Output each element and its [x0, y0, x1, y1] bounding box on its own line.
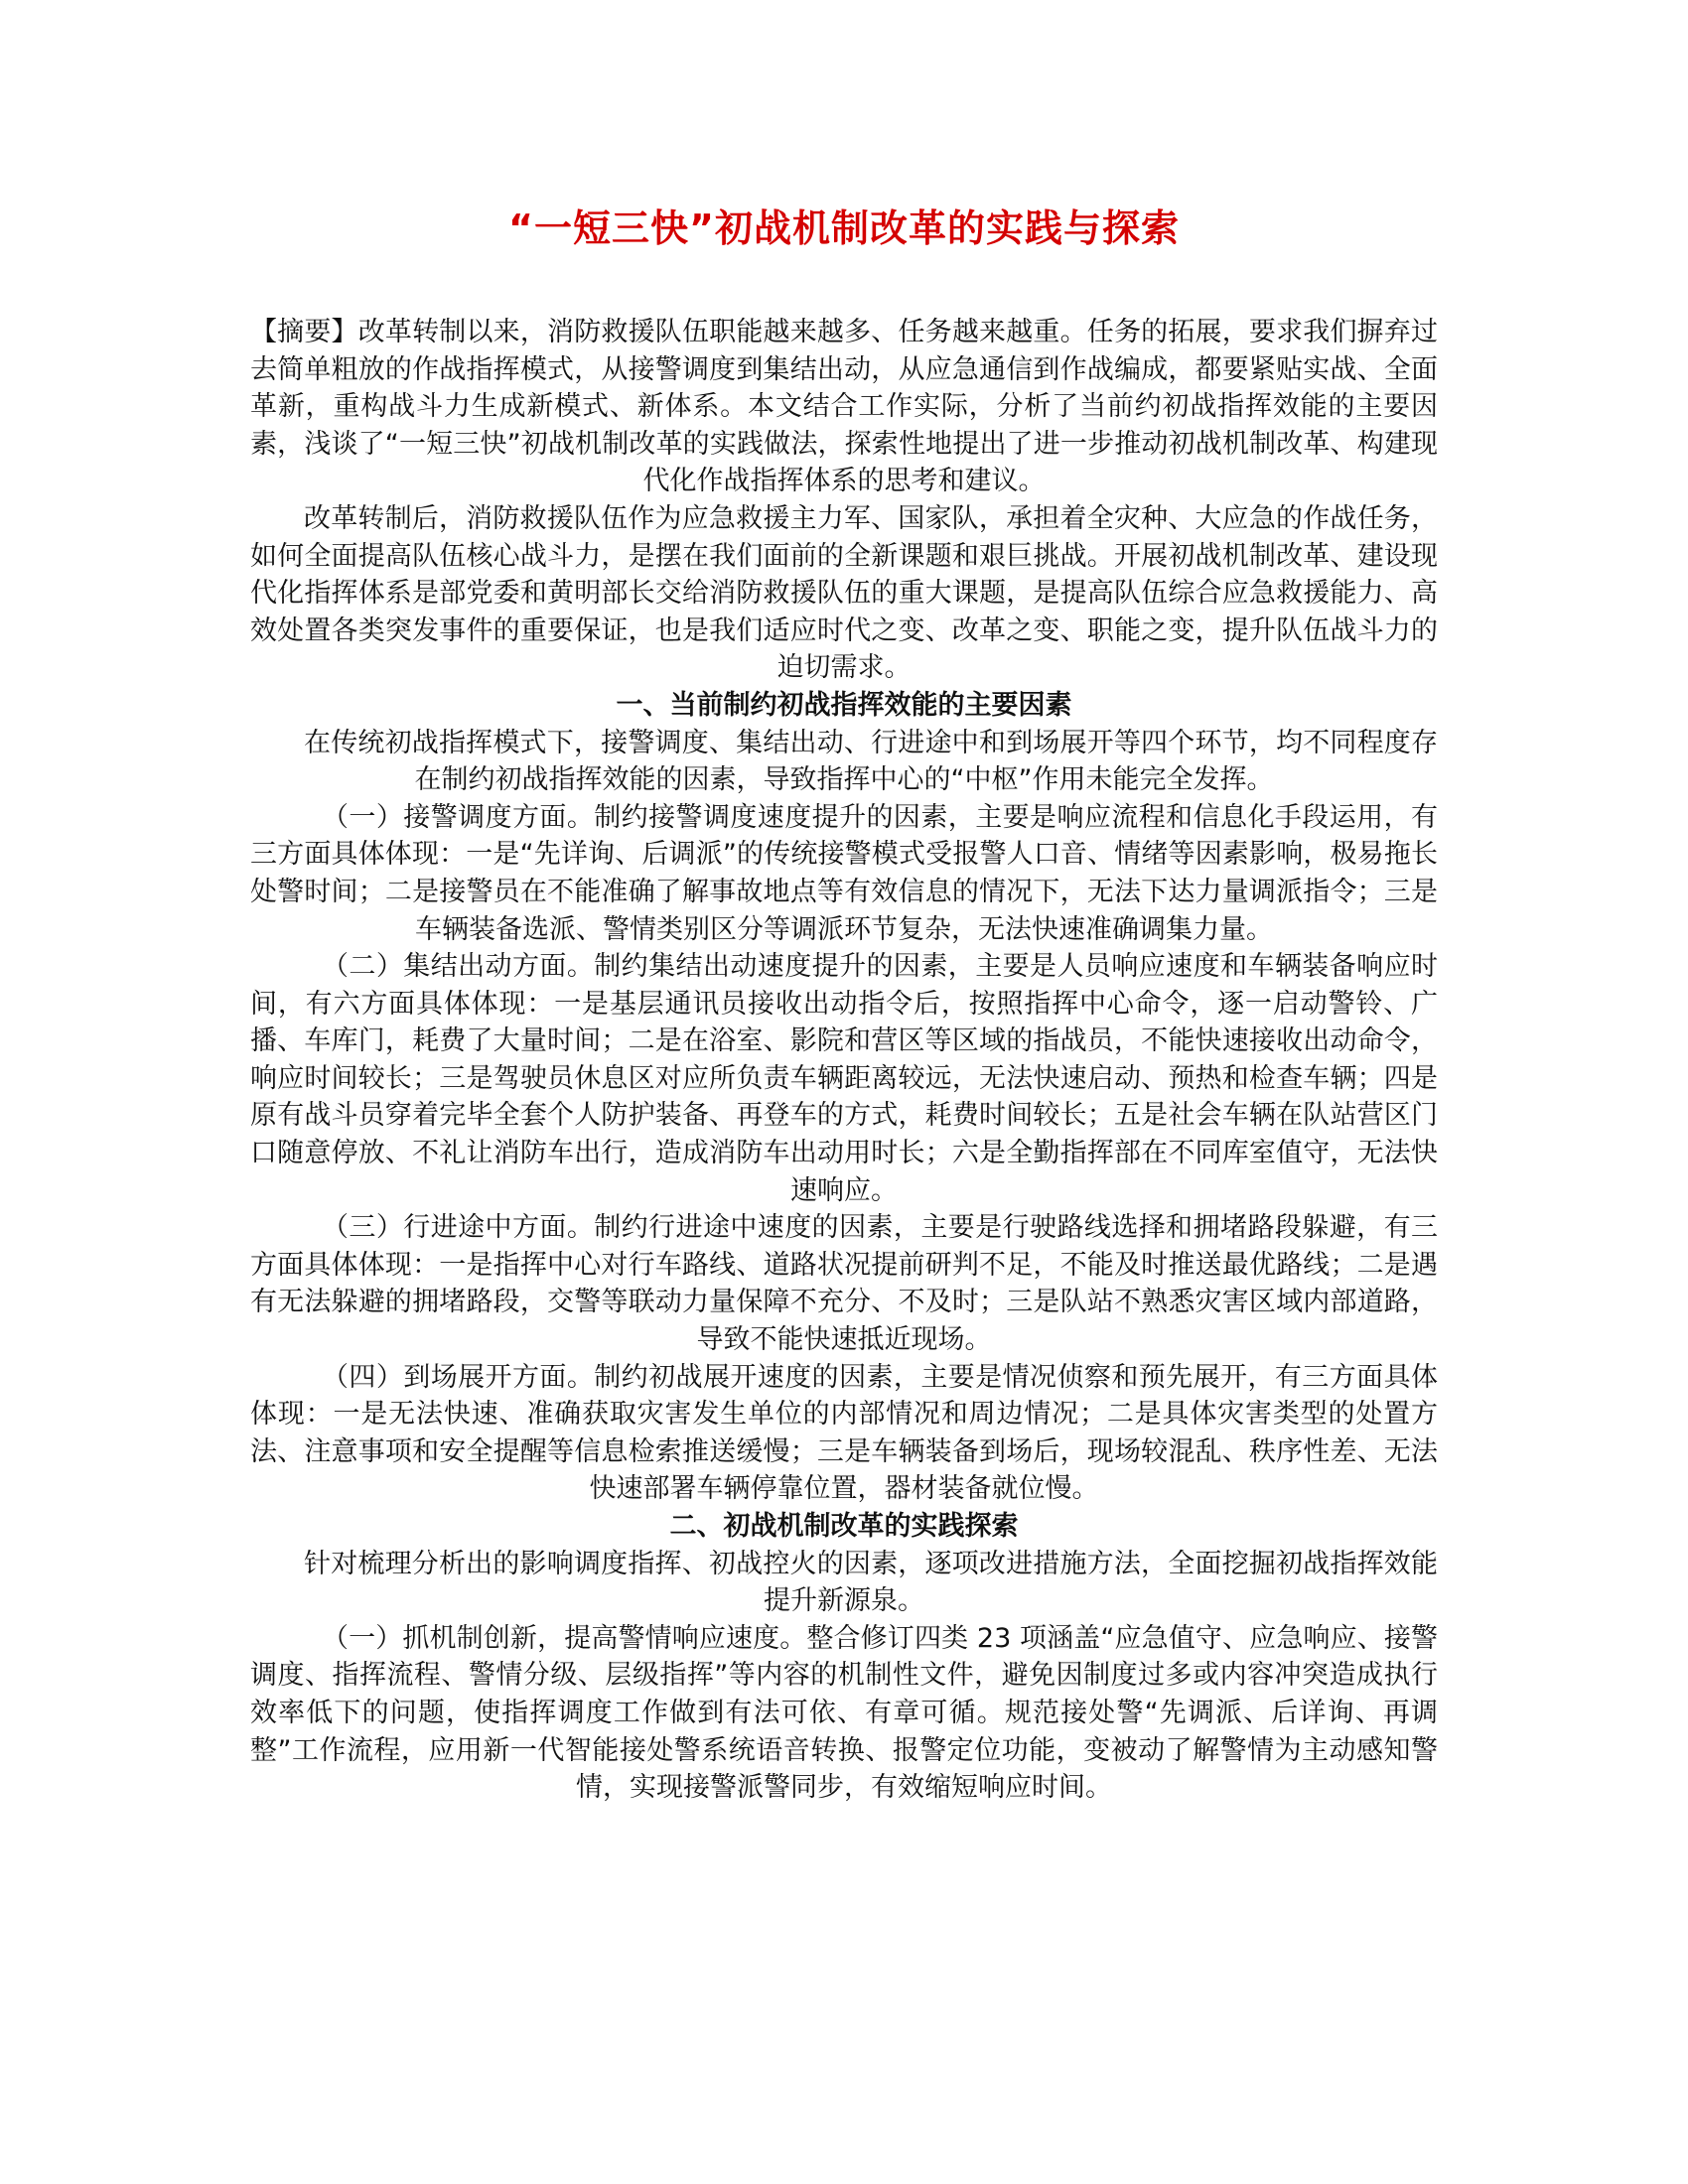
abstract-paragraph: 【摘要】改革转制以来，消防救援队伍职能越来越多、任务越来越重。任务的拓展，要求我们摒弃过去简单粗放的作战指挥模式，从接警调度到集结出动，从应急通信到作战编成，都要紧贴实战、全面革新，重构战斗力生成新模式、新体系。本文结合工作实际，分析了当前约初战指挥效能的主要因素，浅谈了“一短三快”初战机制改革的实践做法，探索性地提出了进一步推动初战机制改革、构建现代化作战指挥体系的思考和建议。	[250, 317, 1438, 497]
section2-item-1: （一）抓机制创新，提高警情响应速度。整合修订四类 23 项涵盖“应急值守、应急响应、接警调度、指挥流程、警情分级、层级指挥”等内容的机制性文件，避免因制度过多或内容冲突造成执行效率低下的问题，使指挥调度工作做到有法可依、有章可循。规范接处警“先调派、后详询、再调整”工作流程，应用新一代智能接处警系统语音转换、报警定位功能，变被动了解警情为主动感知警情，实现接警派警同步，有效缩短响应时间。	[250, 1622, 1438, 1804]
section2-lead-paragraph: 针对梳理分析出的影响调度指挥、初战控火的因素，逐项改进措施方法，全面挖掘初战指挥效能提升新源泉。	[304, 1548, 1438, 1617]
section1-item-1: （一）接警调度方面。制约接警调度速度提升的因素，主要是响应流程和信息化手段运用，有三方面具体体现：一是“先详询、后调派”的传统接警模式受报警人口音、情绪等因素影响，极易拖长处警时间；二是接警员在不能准确了解事故地点等有效信息的情况下，无法下达力量调派指令；三是车辆装备选派、警情类别区分等调派环节复杂，无法快速准确调集力量。	[250, 801, 1438, 945]
section1-item-4: （四）到场展开方面。制约初战展开速度的因素，主要是情况侦察和预先展开，有三方面具体体现：一是无法快速、准确获取灾害发生单位的内部情况和周边情况；二是具体灾害类型的处置方法、注意事项和安全提醒等信息检索推送缓慢；三是车辆装备到场后，现场较混乱、秩序性差、无法快速部署车辆停靠位置，器材装备就位慢。	[250, 1361, 1438, 1505]
document-body	[250, 314, 1438, 1807]
section1-lead-paragraph: 在传统初战指挥模式下，接警调度、集结出动、行进途中和到场展开等四个环节，均不同程度存在制约初战指挥效能的因素，导致指挥中心的“中枢”作用未能完全发挥。	[304, 727, 1438, 796]
page-title: “一短三快”初战机制改革的实践与探索	[508, 206, 1180, 250]
section1-item-2: （二）集结出动方面。制约集结出动速度提升的因素，主要是人员响应速度和车辆装备响应时间，有六方面具体体现：一是基层通讯员接收出动指令后，按照指挥中心命令，逐一启动警铃、广播、车库门，耗费了大量时间；二是在浴室、影院和营区等区域的指战员，不能快速接收出动命令，响应时间较长；三是驾驶员休息区对应所负责车辆距离较远，无法快速启动、预热和检查车辆；四是原有战斗员穿着完毕全套个人防护装备、再登车的方式，耗费时间较长；五是社会车辆在队站营区门口随意停放、不礼让消防车出行，造成消防车出动用时长；六是全勤指挥部在不同库室值守，无法快速响应。	[250, 951, 1438, 1206]
intro-paragraph: 改革转制后，消防救援队伍作为应急救援主力军、国家队，承担着全灾种、大应急的作战任务，如何全面提高队伍核心战斗力，是摆在我们面前的全新课题和艰巨挑战。开展初战机制改革、建设现代化指挥体系是部党委和黄明部长交给消防救援队伍的重大课题，是提高队伍综合应急救援能力、高效处置各类突发事件的重要保证，也是我们适应时代之变、改革之变、职能之变，提升队伍战斗力的迫切需求。	[250, 502, 1438, 684]
section1-item-3: （三）行进途中方面。制约行进途中速度的因素，主要是行驶路线选择和拥堵路段躲避，有三方面具体体现：一是指挥中心对行车路线、道路状况提前研判不足，不能及时推送最优路线；二是遇有无法躲避的拥堵路段，交警等联动力量保障不充分、不及时；三是队站不熟悉灾害区域内部道路，导致不能快速抵近现场。	[250, 1212, 1438, 1356]
section-heading-1: 一、当前制约初战指挥效能的主要因素	[616, 689, 1072, 721]
section-heading-2: 二、初战机制改革的实践探索	[669, 1511, 1019, 1542]
